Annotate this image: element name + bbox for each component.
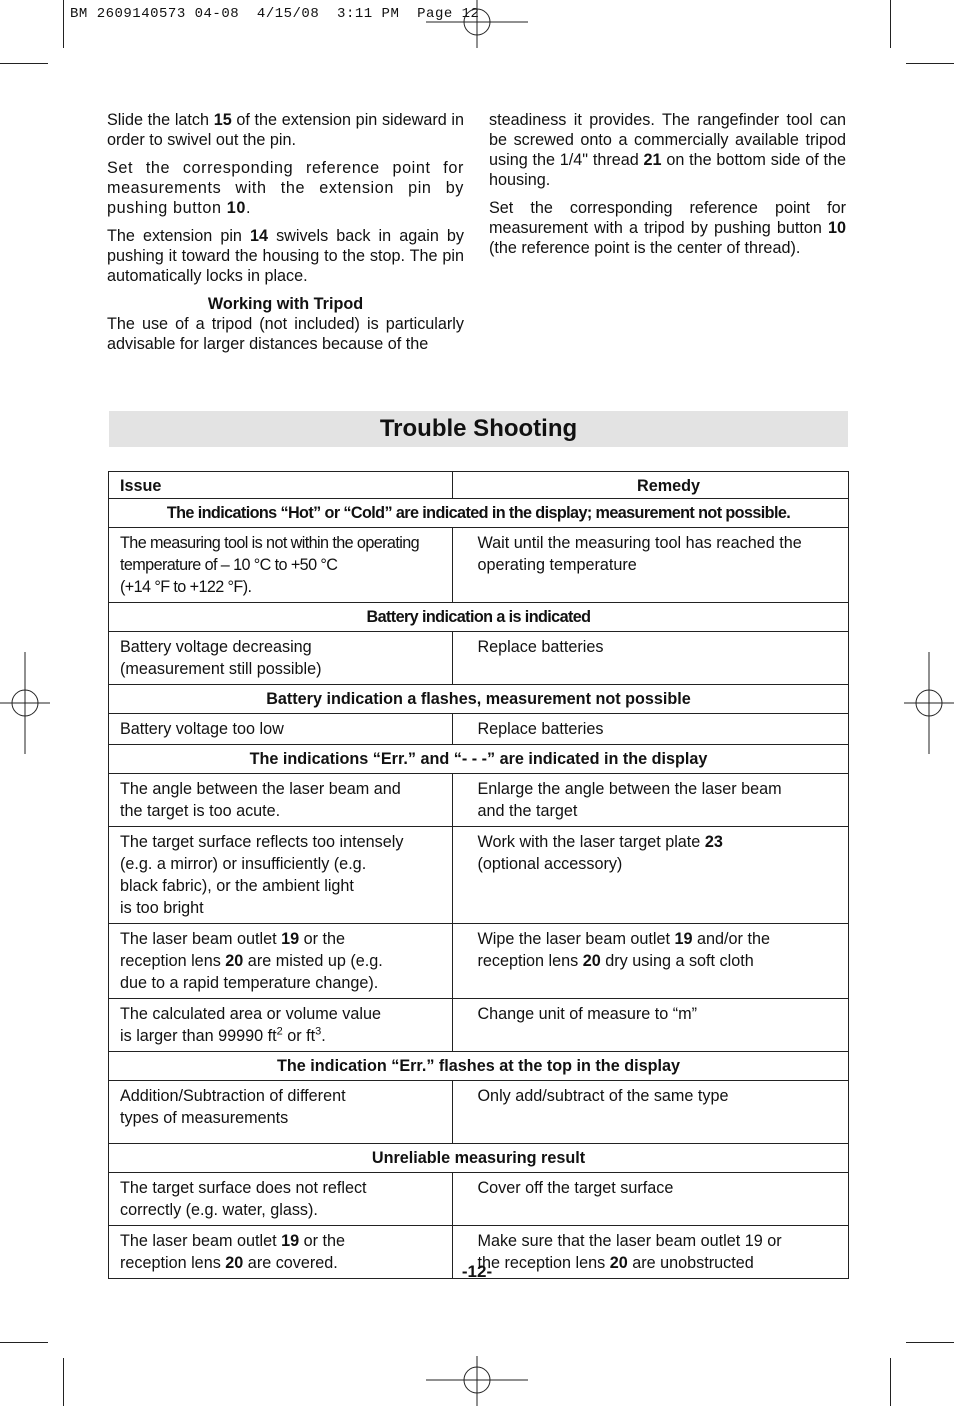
troubleshooting-table xyxy=(108,471,849,1279)
registration-mark-left xyxy=(0,652,50,754)
section-row xyxy=(109,1052,849,1081)
table-row xyxy=(109,714,849,745)
registration-mark-bottom xyxy=(426,1356,528,1406)
section-heading-err-dashes: The indications “Err.” and “- - -” are indicated in the display xyxy=(109,745,849,774)
paragraph-reference-point-pin: Set the corresponding reference point for measurements with the extension pin by pushing button 10. xyxy=(107,159,464,217)
paragraph-extension-pin-latch: Slide the latch 15 of the extension pin sideward in order to swivel out the pin. xyxy=(107,111,465,149)
table-row xyxy=(109,827,849,924)
paragraph-tripod-intro: The use of a tripod (not included) is particularly advisable for larger distances because of the xyxy=(107,315,464,353)
remedy-cell: Cover off the target surface xyxy=(453,1173,849,1226)
paragraph-reference-point-tripod: Set the corresponding reference point for measurement with a tripod by pushing button 10 (the reference point is the center of thread). xyxy=(489,199,846,257)
section-heading-hot-cold: The indications “Hot” or “Cold” are indicated in the display; measurement not possible. xyxy=(109,499,849,528)
left-text-column xyxy=(107,110,464,354)
issue-cell: Battery voltage decreasing (measurement still possible) xyxy=(109,632,453,685)
remedy-cell: Change unit of measure to “m” xyxy=(453,999,849,1052)
remedy-cell: Enlarge the angle between the laser beam and the target xyxy=(453,774,849,827)
table-row xyxy=(109,924,849,999)
table-row xyxy=(109,774,849,827)
table-row xyxy=(109,1173,849,1226)
registration-mark-right xyxy=(904,652,954,754)
issue-cell: The laser beam outlet 19 or the reception lens 20 are covered. xyxy=(109,1226,453,1279)
remedy-cell: Only add/subtract of the same type xyxy=(453,1081,849,1144)
remedy-cell: Wipe the laser beam outlet 19 and/or the reception lens 20 dry using a soft cloth xyxy=(453,924,849,999)
remedy-cell: Replace batteries xyxy=(453,632,849,685)
table-row xyxy=(109,1081,849,1144)
table-row xyxy=(109,528,849,603)
table-row xyxy=(109,999,849,1052)
right-text-column xyxy=(489,110,846,266)
section-row xyxy=(109,745,849,774)
remedy-cell: Work with the laser target plate 23 (optional accessory) xyxy=(453,827,849,924)
remedy-cell: Replace batteries xyxy=(453,714,849,745)
section-heading-err-flashes: The indication “Err.” flashes at the top in the display xyxy=(109,1052,849,1081)
issue-cell: The target surface reflects too intensely (e.g. a mirror) or insufficiently (e.g. black fabric), or the ambient light is too bright xyxy=(109,827,453,924)
section-row xyxy=(109,685,849,714)
section-title: Trouble Shooting xyxy=(379,415,578,442)
printer-slug: BM 2609140573 04-08 4/15/08 3:11 PM Page 12 xyxy=(70,6,480,22)
section-row xyxy=(109,603,849,632)
table-header-row xyxy=(109,472,849,499)
heading-working-with-tripod: Working with Tripod xyxy=(207,295,364,313)
page-number: -12- xyxy=(461,1262,493,1281)
section-heading-battery-flashes: Battery indication a flashes, measurement not possible xyxy=(109,685,849,714)
issue-cell: The calculated area or volume value is larger than 99990 $ft^2$ or $ft^3$. xyxy=(109,999,453,1052)
section-banner xyxy=(109,411,848,447)
section-heading-unreliable: Unreliable measuring result xyxy=(109,1144,849,1173)
issue-cell: The measuring tool is not within the operating temperature of – 10 °C to +50 °C (+14 °F to +122 °F). xyxy=(109,528,453,603)
column-header-issue: Issue xyxy=(109,472,453,499)
remedy-cell: Wait until the measuring tool has reached the operating temperature xyxy=(453,528,849,603)
section-heading-battery-indicated: Battery indication a is indicated xyxy=(109,603,849,632)
section-row xyxy=(109,1144,849,1173)
paragraph-tripod-thread: steadiness it provides. The rangefinder tool can be screwed onto a commercially available tripod using the 1/4" thread 21 on the bottom side of the housing. xyxy=(489,111,846,189)
issue-cell: The angle between the laser beam and the target is too acute. xyxy=(109,774,453,827)
paragraph-pin-swivel-back: The extension pin 14 swivels back in again by pushing it toward the housing to the stop. The pin automatically locks in place. xyxy=(107,227,464,285)
remedy-cell: Make sure that the laser beam outlet 19 or the reception lens 20 are unobstructed xyxy=(453,1226,849,1279)
table-row xyxy=(109,632,849,685)
registration-mark-top xyxy=(426,0,528,48)
issue-cell: Battery voltage too low xyxy=(109,714,453,745)
issue-cell: The target surface does not reflect correctly (e.g. water, glass). xyxy=(109,1173,453,1226)
section-row xyxy=(109,499,849,528)
column-header-remedy: Remedy xyxy=(453,472,849,499)
issue-cell: Addition/Subtraction of different types of measurements xyxy=(109,1081,453,1144)
issue-cell: The laser beam outlet 19 or the reception lens 20 are misted up (e.g. due to a rapid temperature change). xyxy=(109,924,453,999)
